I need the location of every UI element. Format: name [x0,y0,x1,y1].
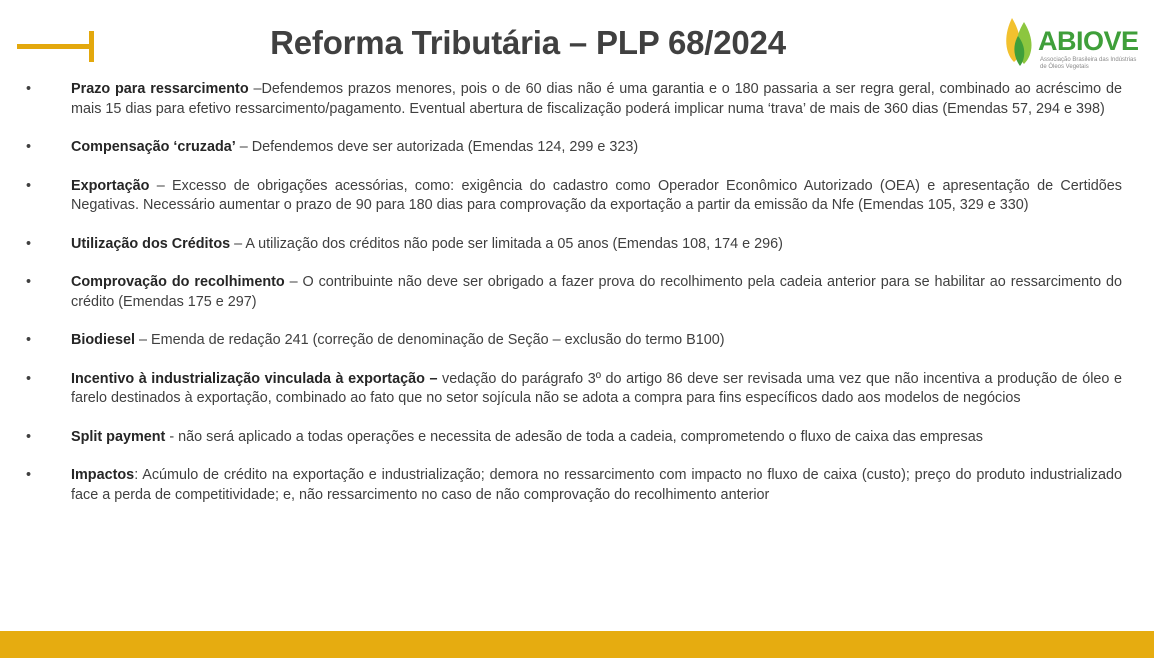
bullet-dot: • [26,370,32,387]
bullet-text: – O contribuinte não deve ser obrigado a fazer prova do recolhimento pela cadeia anterior para se habilitar ao ressarcimento do crédito (Emendas 175 e 297) [71,274,1122,310]
bullet-heading: Biodiesel [71,332,135,348]
bullet-item [0,138,1161,158]
bullet-item [0,370,1161,409]
bullet-text: – Defendemos deve ser autorizada (Emendas 124, 299 e 323) [235,139,639,155]
logo-wordmark: ABIOVE [1038,26,1139,56]
bullet-dot: • [26,177,32,194]
bullet-item [0,80,1161,119]
abiove-logo [1000,14,1140,74]
bullet-heading: Incentivo à industrialização vinculada à exportação – [71,370,438,387]
footer-bar [0,631,1154,658]
bullet-dot: • [26,139,32,155]
leaf-drop-icon [1002,16,1038,68]
bullet-item [0,273,1161,312]
bullet-heading: Exportação [71,177,150,194]
bullet-dot: • [26,332,32,348]
bullet-heading: Impactos [71,467,135,483]
bullet-heading: Comprovação do recolhimento [71,274,285,290]
bullet-text: – Excesso de obrigações acessórias, como: exigência do cadastro como Operador Econômico Autorizado (OEA) e apresentação de Certidões Negativas. Necessário aumentar o prazo de 90 para 180 dias para comprovação da exportação a partir da emissão da Nfe (Emendas 105, 329 e 330) [71,177,1122,213]
bullet-text: : Acúmulo de crédito na exportação e industrialização; demora no ressarcimento com impacto no fluxo de caixa (custo); preço do produto industrializado face a perda de competitividade; e, não ressarcimento no caso de não comprovação do recolhimento anterior [71,467,1122,503]
bullet-item [0,235,1161,255]
bullet-text: – A utilização dos créditos não pode ser limitada a 05 anos (Emendas 108, 174 e 296) [230,235,783,252]
bullet-dot: • [26,428,32,445]
bullet-dot: • [26,274,32,290]
bullet-item [0,331,1161,351]
bullet-heading: Utilização dos Créditos [71,235,231,252]
bullet-list [0,80,1161,524]
page-title: Reforma Tributária – PLP 68/2024 [270,24,786,61]
logo-subtitle: Associação Brasileira das Indústrias de Óleos Vegetais [1040,57,1137,70]
bullet-dot: • [26,235,32,252]
bullet-dot: • [26,81,32,97]
bullet-text: –Defendemos prazos menores, pois o de 60 dias não é uma garantia e o 180 passaria a ser regra geral, combinado ao acréscimo de mais 15 dias para efetivo ressarcimento/pagamento. Eventual abertura de fiscalização poderá implicar numa ‘trava’ de mais de 360 dias (Emendas 57, 294 e 398) [71,81,1122,117]
bullet-heading: Compensação ‘cruzada’ [71,139,236,155]
bullet-text: - não será aplicado a todas operações e necessita de adesão de toda a cadeia, comprometendo o fluxo de caixa das empresas [165,428,983,445]
bullet-text: vedação do parágrafo 3º do artigo 86 deve ser revisada uma vez que não incentiva a produção de óleo e farelo destinados à exportação, combinado ao fato que no setor sojícula não se adota a compra para fins específicos dado aos modelos de negócios [71,370,1122,406]
bullet-heading: Prazo para ressarcimento [71,81,249,97]
bullet-item [0,177,1161,216]
bullet-text: – Emenda de redação 241 (correção de denominação de Seção – exclusão do termo B100) [134,332,725,348]
bullet-item [0,428,1161,448]
bullet-heading: Split payment [71,428,166,445]
bullet-item [0,466,1161,505]
bullet-dot: • [26,467,32,483]
